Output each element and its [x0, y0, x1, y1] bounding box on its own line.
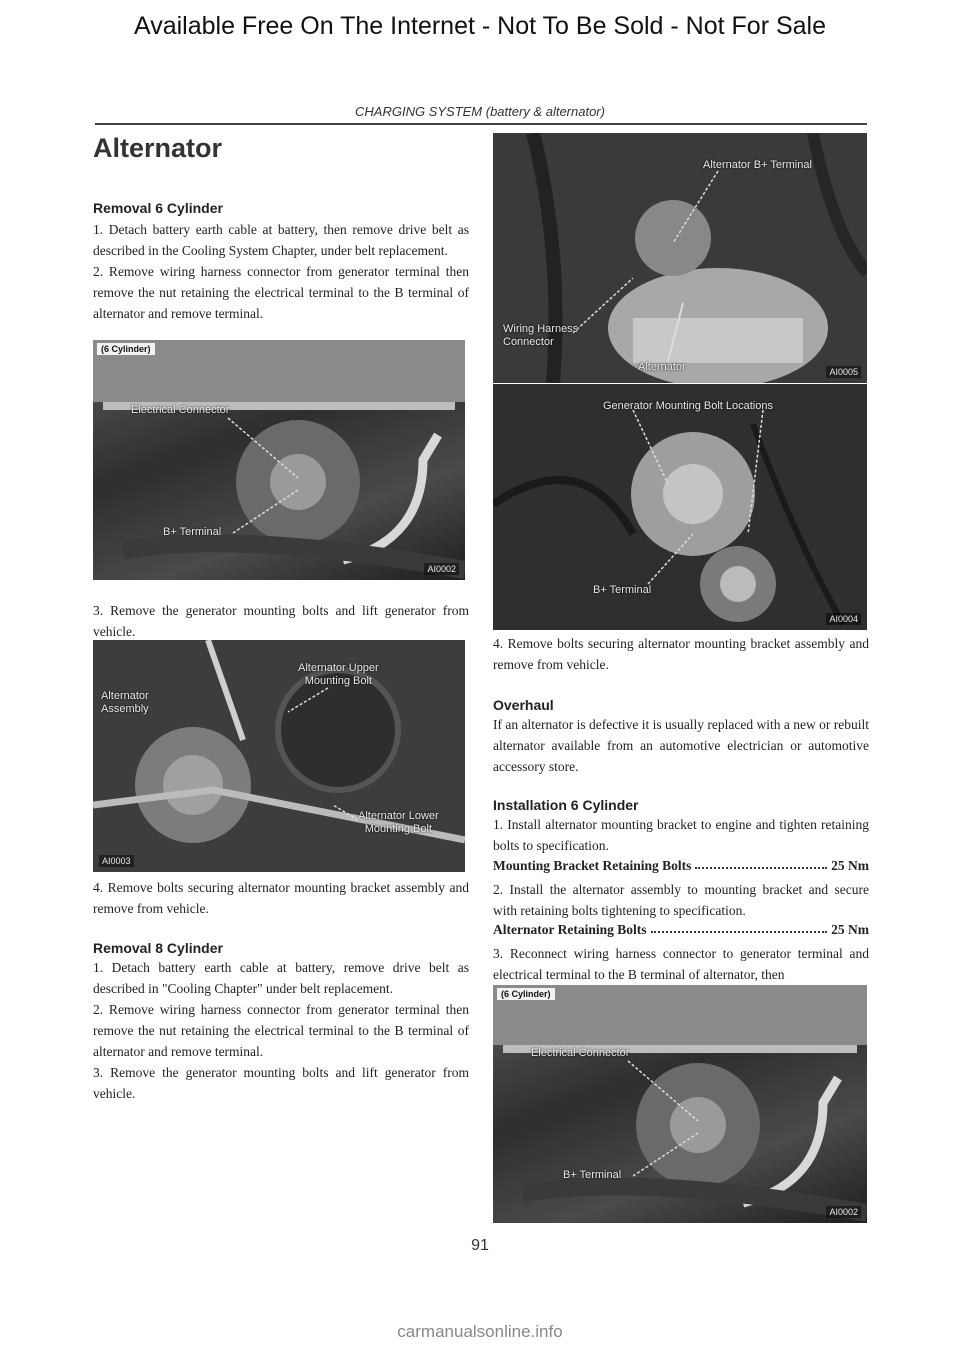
spec-alternator-retaining-bolts — [493, 922, 869, 938]
callout-alternator-b-terminal: Alternator B+ Terminal — [703, 159, 812, 171]
photo-code: AI0004 — [826, 613, 861, 625]
callout-electrical-connector: Electrical Connector — [131, 404, 230, 416]
removal-8-step-2: 2. Remove wiring harness connector from generator terminal then remove the nut retaining the electrical terminal to the B terminal of alternator and remove terminal. — [93, 1002, 469, 1059]
removal-6-step-1: 1. Detach battery earth cable at battery, then remove drive belt as described in the Cooling System Chapter, under belt replacement. — [93, 222, 469, 258]
photo-alternator-mounting-bolts — [93, 640, 465, 872]
photo-install-connector-art — [493, 985, 867, 1223]
callout-electrical-connector: Electrical Connector — [531, 1047, 630, 1059]
photo-alternator-b-terminal — [493, 133, 867, 383]
install-step-2: 2. Install the alternator assembly to mounting bracket and secure with retaining bolts tightening to specification. — [493, 882, 869, 918]
callout-b-terminal: B+ Terminal — [593, 584, 652, 596]
overhaul-heading: Overhaul — [493, 697, 554, 713]
callout-b-terminal: B+ Terminal — [163, 526, 222, 538]
photo-mounting-bolts-art — [93, 640, 465, 872]
photo-code: AI0005 — [826, 366, 861, 378]
photo-electrical-connector — [93, 340, 465, 580]
distribution-banner: Available Free On The Internet - Not To Be Sold - Not For Sale — [133, 12, 827, 40]
removal-6-step-4: 4. Remove bolts securing alternator mounting bracket assembly and remove from vehicle. — [93, 880, 469, 916]
removal-8-step-3: 3. Remove the generator mounting bolts and lift generator from vehicle. — [93, 1065, 469, 1101]
removal-8-step-1: 1. Detach battery earth cable at battery, remove drive belt as described in "Cooling Chapter" under belt replacement. — [93, 960, 469, 996]
photo-code: AI0002 — [424, 563, 459, 575]
spec-mounting-bracket-bolts — [493, 858, 869, 874]
spec-value: 25 Nm — [831, 858, 869, 873]
removal-8-cylinder-heading: Removal 8 Cylinder — [93, 940, 223, 956]
photo-cylinder-tag: (6 Cylinder) — [97, 343, 155, 355]
install-step-1: 1. Install alternator mounting bracket to engine and tighten retaining bolts to specification. — [493, 817, 869, 853]
photo-code: AI0002 — [826, 1206, 861, 1218]
callout-generator-mounting-bolt-locations: Generator Mounting Bolt Locations — [603, 400, 773, 412]
photo-generator-bolts-art — [493, 384, 867, 630]
callout-alternator: Alternator — [638, 361, 686, 373]
photo-electrical-connector-install — [493, 985, 867, 1223]
photo-cylinder-tag: (6 Cylinder) — [497, 988, 555, 1000]
spec-value: 25 Nm — [831, 922, 869, 937]
header-rule — [95, 123, 867, 125]
page-number: 91 — [471, 1237, 489, 1254]
running-head: CHARGING SYSTEM (battery & alternator) — [355, 104, 605, 119]
callout-lower-mounting-bolt: Alternator Lower Mounting Bolt — [358, 810, 439, 835]
right-step-4: 4. Remove bolts securing alternator mounting bracket assembly and remove from vehicle. — [493, 636, 869, 672]
installation-6-cylinder-heading: Installation 6 Cylinder — [493, 797, 639, 813]
photo-code: AI0003 — [99, 855, 134, 867]
overhaul-text: If an alternator is defective it is usually replaced with a new or rebuilt alternator available from an automotive electrician or automotive accessory store. — [493, 717, 869, 774]
callout-alternator-assembly: Alternator Assembly — [101, 690, 149, 715]
source-footer: carmanualsonline.info — [397, 1322, 563, 1341]
removal-6-steps — [93, 219, 469, 324]
spec-label: Mounting Bracket Retaining Bolts — [493, 858, 692, 873]
spec-leader-dots — [651, 922, 828, 933]
install-step-3: 3. Reconnect wiring harness connector to generator terminal and electrical terminal to the B terminal of alternator, then — [493, 946, 869, 982]
callout-wiring-harness-connector: Wiring Harness Connector — [503, 323, 579, 348]
spec-label: Alternator Retaining Bolts — [493, 922, 647, 937]
photo-electrical-connector-art — [93, 340, 465, 580]
removal-6-cylinder-heading: Removal 6 Cylinder — [93, 200, 223, 216]
page-title: Alternator — [93, 133, 223, 163]
callout-b-terminal: B+ Terminal — [563, 1169, 622, 1181]
removal-6-step-2: 2. Remove wiring harness connector from generator terminal then remove the nut retaining the electrical terminal to the B terminal of alternator and remove terminal. — [93, 264, 469, 321]
removal-8-steps — [93, 957, 469, 1104]
callout-upper-mounting-bolt: Alternator Upper Mounting Bolt — [298, 662, 379, 687]
photo-generator-mounting-bolts — [493, 384, 867, 630]
removal-6-step-3: 3. Remove the generator mounting bolts and lift generator from vehicle. — [93, 603, 469, 639]
spec-leader-dots — [695, 858, 827, 869]
